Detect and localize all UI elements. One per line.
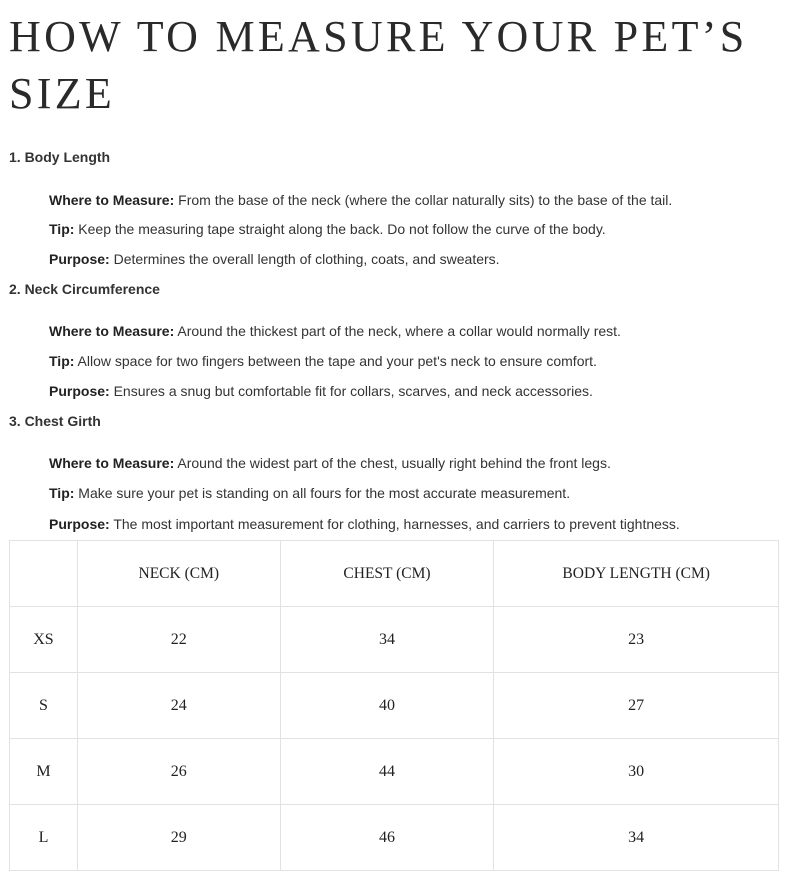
tip-label: Tip: <box>49 485 75 501</box>
neck-value: 26 <box>77 739 280 805</box>
header-neck: NECK (CM) <box>77 541 280 607</box>
purpose <box>49 382 593 400</box>
tip <box>49 220 606 238</box>
tip-text: Allow space for two fingers between the tape and your pet's neck to ensure comfort. <box>74 353 597 369</box>
purpose-text: Determines the overall length of clothing, coats, and sweaters. <box>109 251 500 267</box>
where-to-measure <box>49 454 611 472</box>
size-label: L <box>10 805 78 871</box>
size-chart-table <box>9 540 779 871</box>
tip-label: Tip: <box>49 221 75 237</box>
tip <box>49 352 597 370</box>
purpose-label: Purpose: <box>49 251 110 267</box>
page-title: HOW TO MEASURE YOUR PET’S SIZE <box>9 12 748 118</box>
purpose-label: Purpose: <box>49 383 110 399</box>
header-size <box>10 541 78 607</box>
purpose-text: Ensures a snug but comfortable fit for collars, scarves, and neck accessories. <box>109 383 593 399</box>
where-label: Where to Measure: <box>49 192 175 208</box>
where-to-measure <box>49 322 621 340</box>
size-label: M <box>10 739 78 805</box>
tip-text: Keep the measuring tape straight along the back. Do not follow the curve of the body. <box>74 221 606 237</box>
table-header-row <box>10 541 779 607</box>
body-length-value: 30 <box>494 739 779 805</box>
chest-value: 46 <box>280 805 494 871</box>
purpose-text: The most important measurement for clothing, harnesses, and carriers to prevent tightness. <box>109 516 680 532</box>
neck-value: 24 <box>77 673 280 739</box>
body-length-value: 27 <box>494 673 779 739</box>
chest-value: 44 <box>280 739 494 805</box>
purpose-label: Purpose: <box>49 516 110 532</box>
where-label: Where to Measure: <box>49 323 175 339</box>
chest-value: 40 <box>280 673 494 739</box>
tip-label: Tip: <box>49 353 75 369</box>
chest-value: 34 <box>280 607 494 673</box>
table-row <box>10 673 779 739</box>
size-label: S <box>10 673 78 739</box>
section-heading: 1. Body Length <box>9 149 111 165</box>
section-body-length <box>9 148 779 267</box>
body-length-value: 23 <box>494 607 779 673</box>
where-text: From the base of the neck (where the collar naturally sits) to the base of the tail. <box>174 192 673 208</box>
purpose <box>49 250 500 268</box>
where-to-measure <box>49 191 672 209</box>
section-neck-circumference <box>9 280 779 399</box>
tip-text: Make sure your pet is standing on all fours for the most accurate measurement. <box>74 485 571 501</box>
table-row <box>10 607 779 673</box>
header-body-length: BODY LENGTH (CM) <box>494 541 779 607</box>
section-chest-girth <box>9 412 779 532</box>
where-text: Around the widest part of the chest, usually right behind the front legs. <box>174 455 611 471</box>
section-heading: 2. Neck Circumference <box>9 281 160 297</box>
table-row <box>10 739 779 805</box>
tip <box>49 484 570 502</box>
section-heading: 3. Chest Girth <box>9 413 101 429</box>
table-row <box>10 805 779 871</box>
purpose <box>49 515 680 533</box>
where-label: Where to Measure: <box>49 455 175 471</box>
neck-value: 22 <box>77 607 280 673</box>
size-label: XS <box>10 607 78 673</box>
where-text: Around the thickest part of the neck, where a collar would normally rest. <box>174 323 621 339</box>
body-length-value: 34 <box>494 805 779 871</box>
header-chest: CHEST (CM) <box>280 541 494 607</box>
neck-value: 29 <box>77 805 280 871</box>
